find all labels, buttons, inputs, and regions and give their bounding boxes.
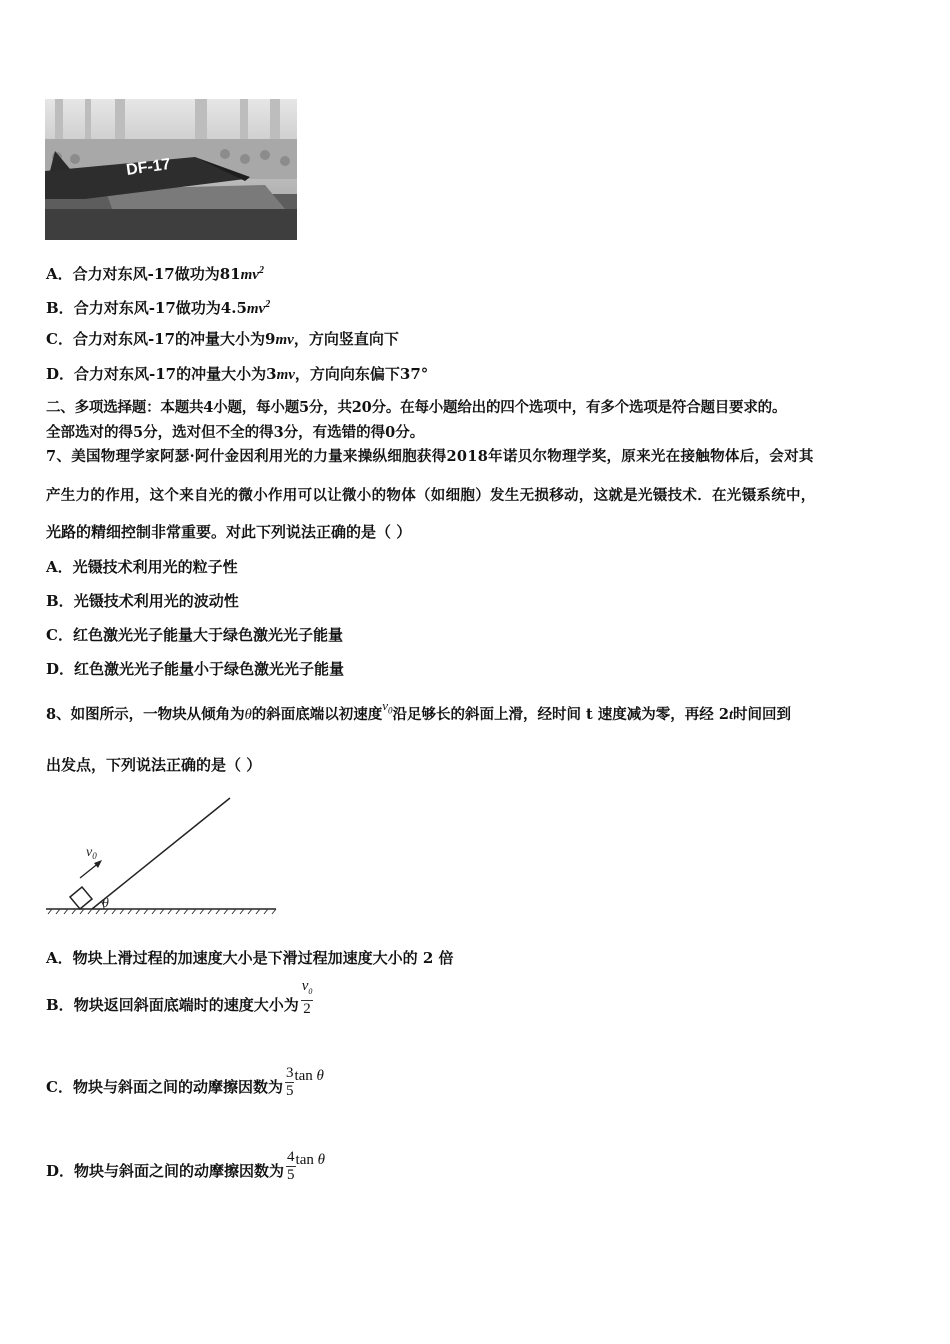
- q8-option-a: A．物块上滑过程的加速度大小是下滑过程加速度大小的 2 倍: [46, 949, 454, 967]
- q8-option-d: D．物块与斜面之间的动摩擦因数为 $\frac{4}{5}$ tan θ: [46, 1148, 325, 1183]
- q6-option-c: C．合力对东风-17的冲量大小为9mv，方向竖直向下: [46, 330, 399, 348]
- q7-option-d: D．红色激光光子能量小于绿色激光光子能量: [46, 660, 345, 678]
- incline-line: [92, 798, 230, 909]
- df17-photo: [45, 99, 297, 240]
- q7-stem-line1: 7、美国物理学家阿瑟·阿什金因利用光的力量来操纵细胞获得2018年诺贝尔物理学奖，原来光在接触物体后，会对其: [46, 448, 814, 465]
- q7-stem-line2: 产生力的作用，这个来自光的微小作用可以让微小的物体（如细胞）发生无损移动，这就是光镊技术．在光镊系统中，: [46, 487, 816, 504]
- q7-option-b: B．光镊技术利用光的波动性: [46, 592, 239, 610]
- df17-label: DF-17: [125, 155, 172, 179]
- q6-option-b: B．合力对东风-17做功为$4.5mv^2$: [46, 299, 271, 317]
- q7-stem-line3: 光路的精细控制非常重要。对此下列说法正确的是（ ）: [46, 523, 412, 541]
- q7-option-a: A．光镊技术利用光的粒子性: [46, 558, 238, 576]
- fraction-4-over-5: $\frac{4}{5}$: [287, 1148, 295, 1183]
- fraction-3-over-5: $\frac{3}{5}$: [285, 1064, 294, 1099]
- q6-option-a: A．合力对东风-17做功为$81mv^2$: [46, 265, 264, 283]
- q8-stem-line2: 出发点，下列说法正确的是（ ）: [46, 756, 262, 774]
- section2-header-line1: 二、多项选择题：本题共4小题，每小题5分，共20分。在每小题给出的四个选项中，有多个选项是符合题目要求的。: [46, 399, 787, 416]
- fraction-v0-over-2: $\frac{v_0}{2}$: [301, 978, 313, 1017]
- q8-option-b: B．物块返回斜面底端时的速度大小为 $\frac{v_0}{2}$: [46, 978, 313, 1017]
- v0-label: $v_0$: [86, 845, 97, 861]
- q8-option-c: C．物块与斜面之间的动摩擦因数为 $\frac{3}{5}$ tan θ: [46, 1064, 324, 1099]
- q7-option-c: C．红色激光光子能量大于绿色激光光子能量: [46, 626, 343, 644]
- incline-figure: [44, 794, 278, 916]
- q8-stem-line1: 8、如图所示，一物块从倾角为θ的斜面底端以初速度$v_0$沿足够长的斜面上滑，经时间 t 速度减为零，再经 2t时间回到: [46, 698, 791, 723]
- incline-diagram: [44, 794, 278, 916]
- tan-theta-d: tan θ: [295, 1152, 325, 1168]
- block: [70, 887, 92, 909]
- theta-label: θ: [102, 896, 109, 911]
- df17-photo-graphic: [45, 99, 297, 240]
- tan-theta-c: tan θ: [294, 1068, 324, 1084]
- section2-header-line2: 全部选对的得5分，选对但不全的得3分，有选错的得0分。: [46, 424, 425, 441]
- q6-option-d: D．合力对东风-17的冲量大小为3mv，方向向东偏下37°: [46, 365, 429, 383]
